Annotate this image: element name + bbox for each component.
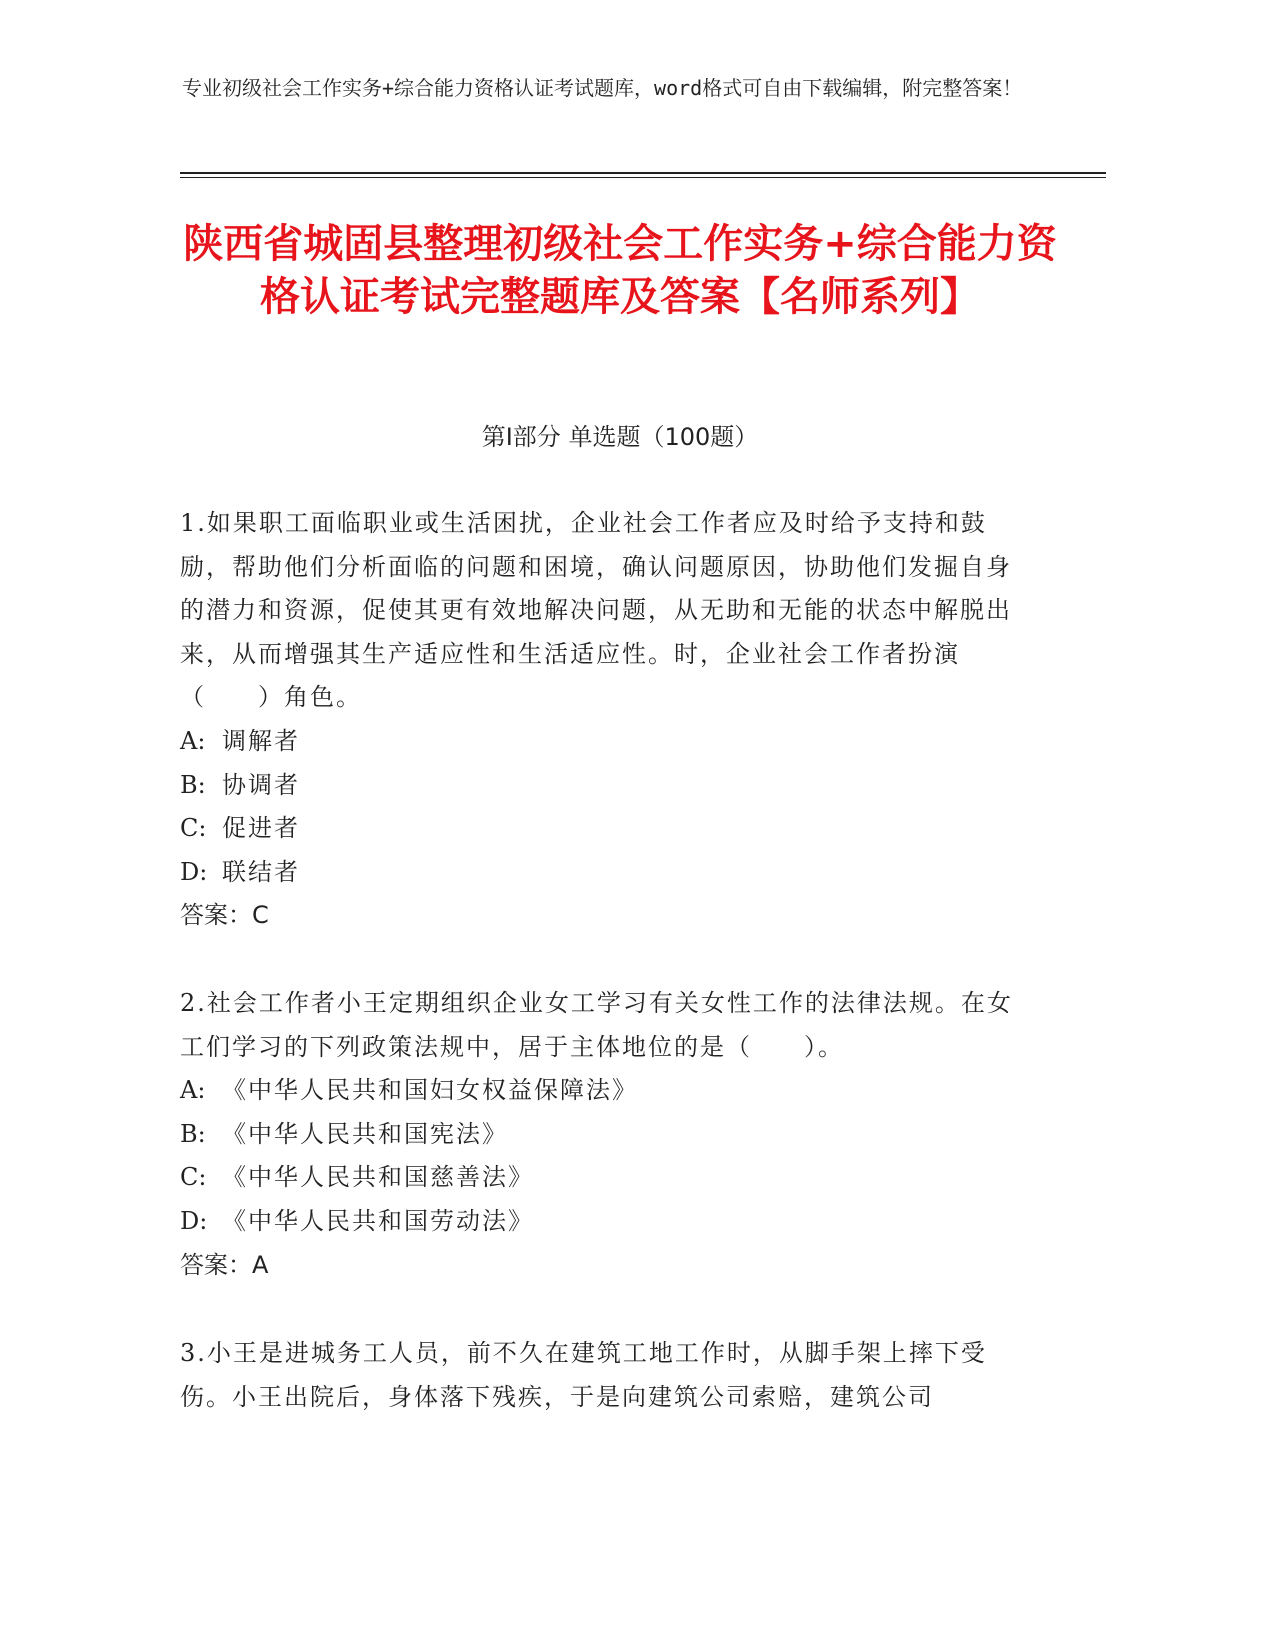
option-letter: D: [180,1206,208,1235]
option-text: 《中华人民共和国妇女权益保障法》 [222,1076,638,1105]
header-note: 专业初级社会工作实务+综合能力资格认证考试题库，word格式可自由下载编辑，附完整答案！ [182,76,1023,100]
option-b [180,764,1020,808]
option-d [180,1200,1020,1244]
option-letter: B: [180,1119,206,1148]
answer-line: 答案：A [180,1250,269,1279]
option-letter: D: [180,857,208,886]
option-b [180,1113,1020,1157]
option-c [180,807,1020,851]
option-text: 调解者 [222,726,300,755]
option-d [180,851,1020,895]
option-letter: C: [180,814,207,843]
option-a [180,1069,1020,1113]
option-text: 《中华人民共和国宪法》 [222,1119,508,1148]
header-divider-thick [180,172,1106,174]
question-stem: 1.如果职工面临职业或生活困扰，企业社会工作者应及时给予支持和鼓励，帮助他们分析面临的问题和困境，确认问题原因，协助他们发掘自身的潜力和资源，促使其更有效地解决问题，从无助和无能的状态中解脱出来，从而增强其生产适应性和生活适应性。时，企业社会工作者扮演（ ）角色。 [180,509,1012,712]
header-divider-thin [180,177,1106,178]
option-text: 联结者 [222,857,300,886]
option-text: 《中华人民共和国劳动法》 [222,1206,534,1235]
option-letter: B: [180,770,206,799]
option-letter: C: [180,1163,207,1192]
option-letter: A: [180,726,206,755]
question-1 [180,502,1020,938]
option-c [180,1156,1020,1200]
section-title: 第I部分 单选题（100题） [481,423,759,451]
question-3 [180,1332,1020,1419]
option-text: 《中华人民共和国慈善法》 [222,1163,534,1192]
option-text: 协调者 [222,770,300,799]
question-2 [180,982,1020,1287]
option-a [180,720,1020,764]
option-letter: A: [180,1076,206,1105]
option-text: 促进者 [222,814,300,843]
question-stem: 2.社会工作者小王定期组织企业女工学习有关女性工作的法律法规。在女工们学习的下列政策法规中，居于主体地位的是（ ）。 [180,989,1013,1061]
answer-line: 答案：C [180,901,269,930]
question-stem: 3.小王是进城务工人员，前不久在建筑工地工作时，从脚手架上摔下受伤。小王出院后，身体落下残疾，于是向建筑公司索赔，建筑公司 [180,1339,987,1411]
document-title: 陕西省城固县整理初级社会工作实务+综合能力资格认证考试完整题库及答案【名师系列】 [183,221,1057,320]
